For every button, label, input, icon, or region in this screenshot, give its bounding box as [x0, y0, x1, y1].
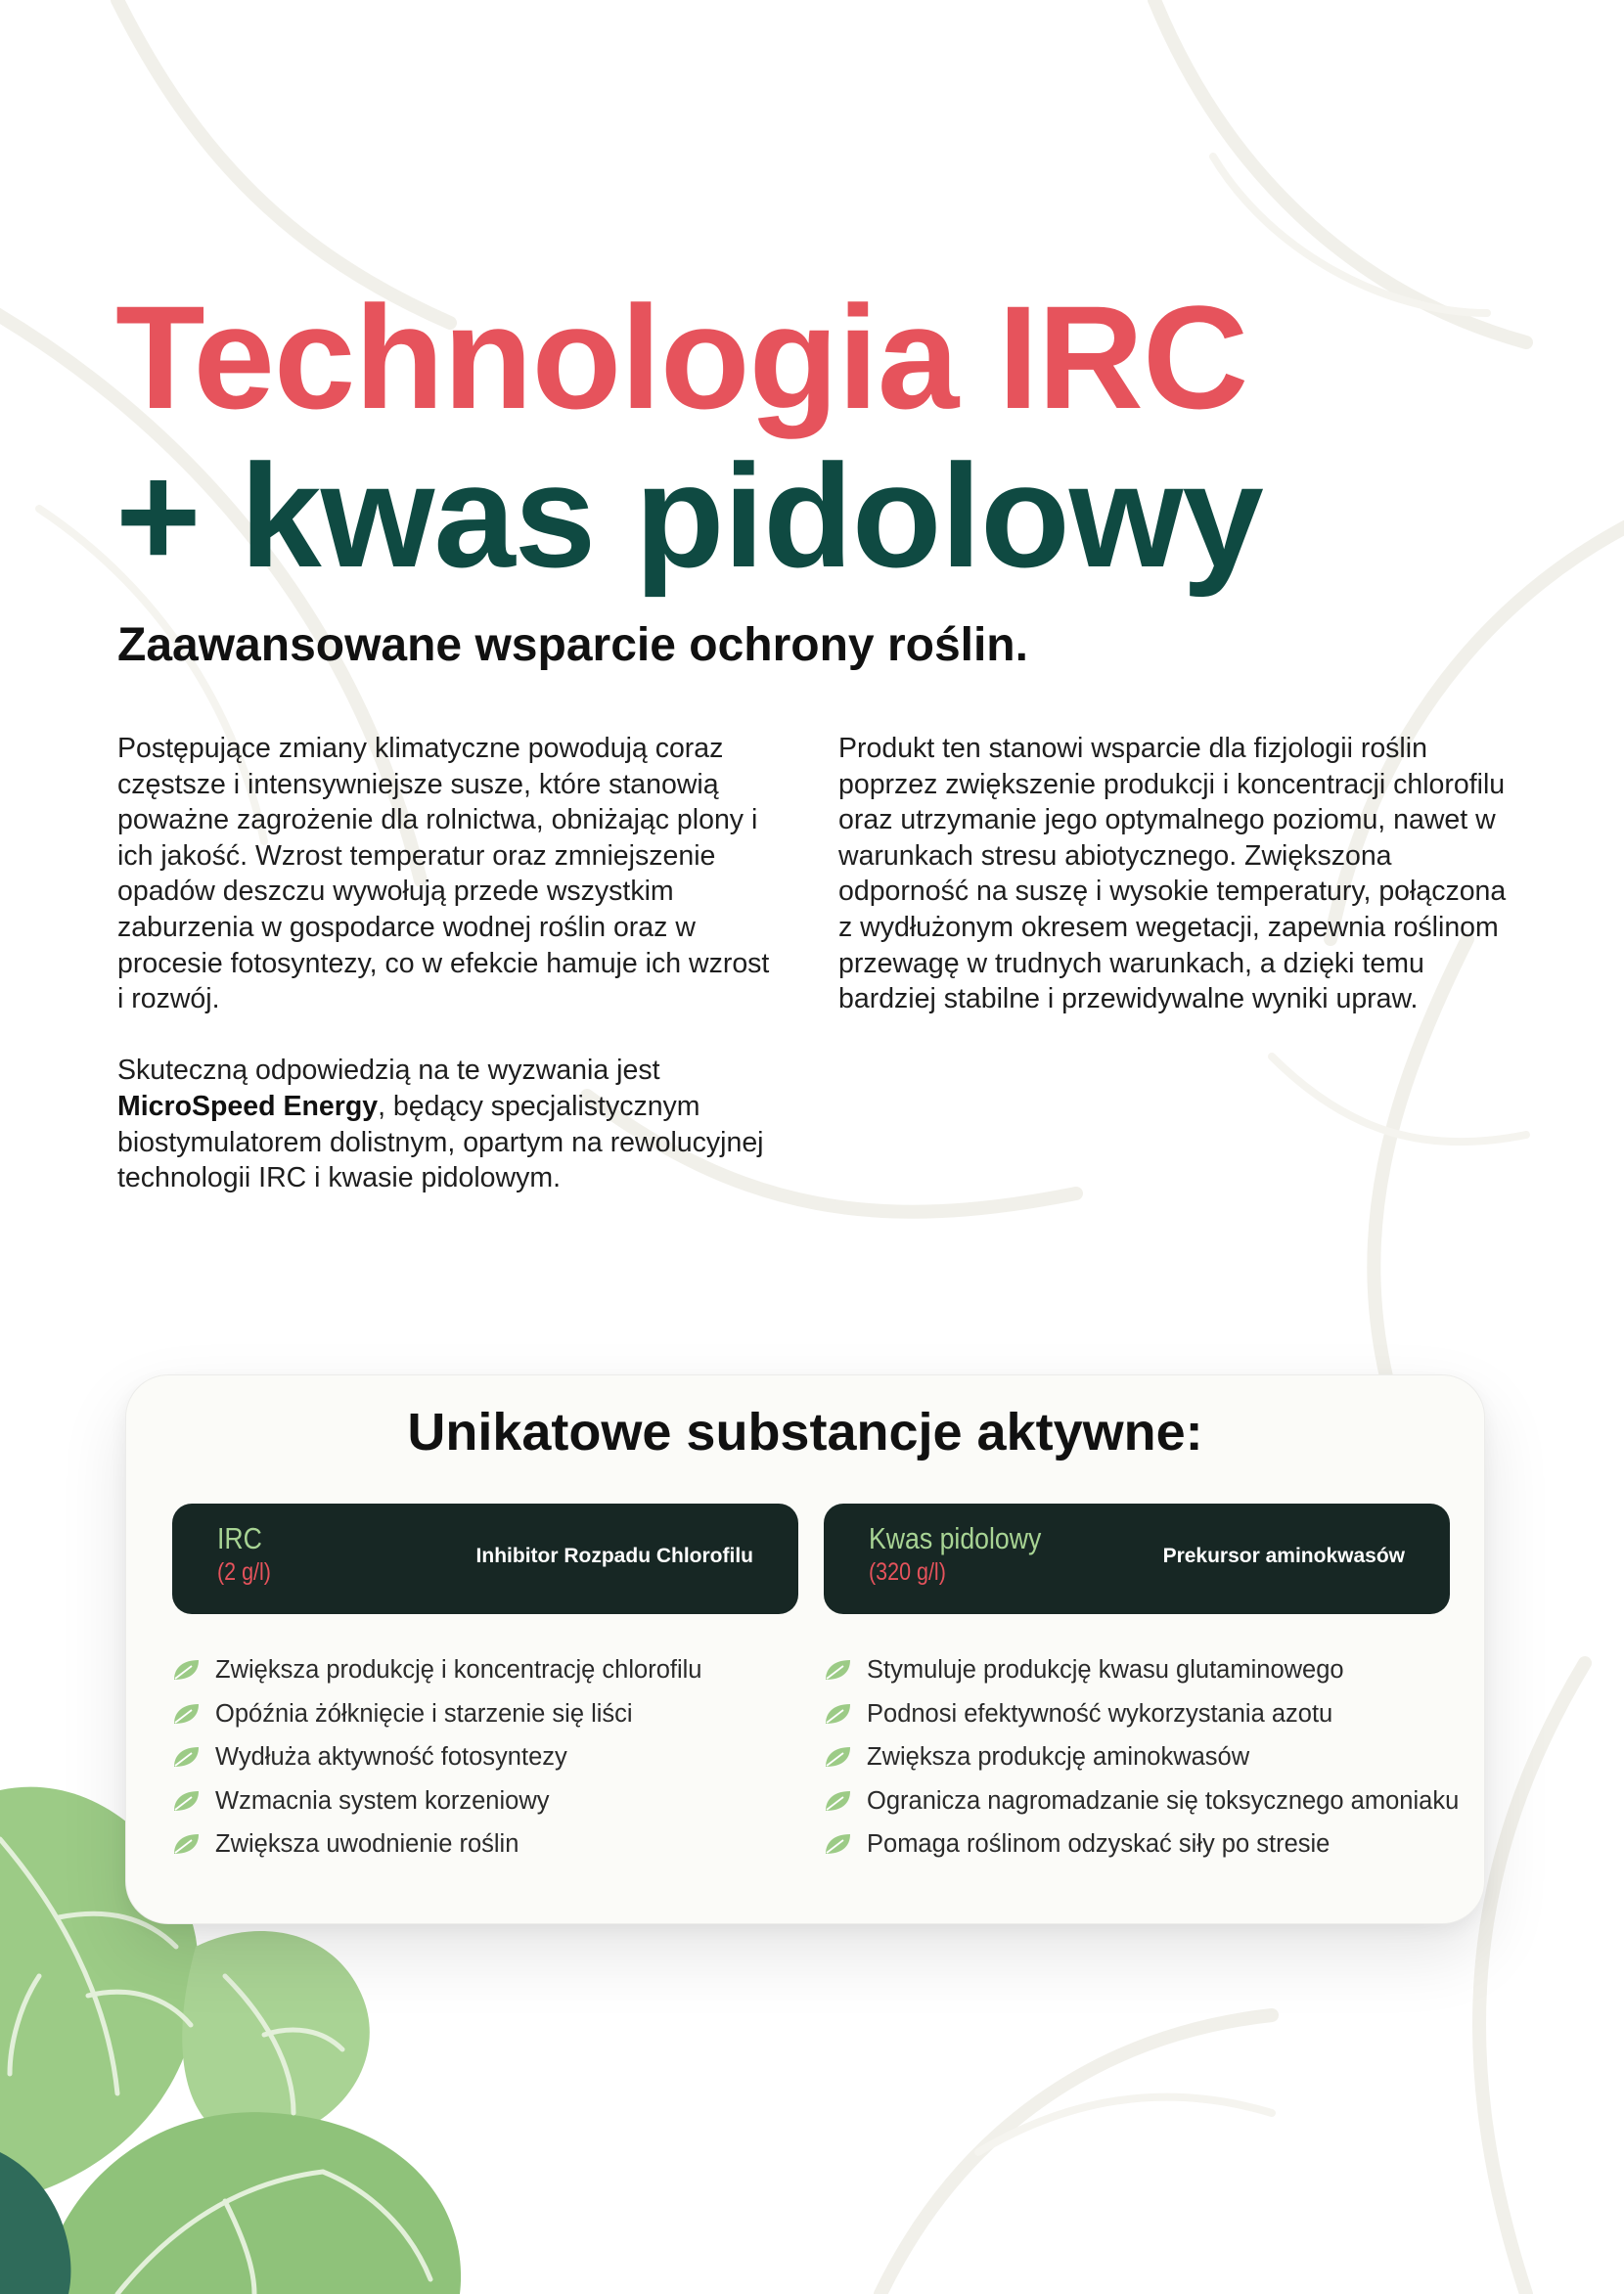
intro-column-right	[838, 731, 1523, 1053]
list-item	[824, 1648, 1459, 1692]
list-item	[172, 1822, 701, 1867]
intro-paragraph-2-tail: , będący specjalistycznym biostymulatorem dolistnym, opartym na rewolucyjnej technologii IRC i kwasie pidolowym.	[117, 1090, 764, 1194]
product-name: MicroSpeed Energy	[117, 1090, 379, 1122]
list-item	[824, 1692, 1459, 1736]
substance-description: Inhibitor Rozpadu Chlorofilu	[475, 1545, 753, 1567]
intro-paragraph-1: Postępujące zmiany klimatyczne powodują coraz częstsze i intensywniejsze susze, które stanowią poważne zagrożenie dla rolnictwa, obniżając plony i ich jakość. Wzrost temperatur oraz zmniejszenie opadów deszczu wywołują przede wszystkim zaburzenia w gospodarce wodnej roślin oraz w procesie fotosyntezy, co w efekcie hamuje ich wzrost i rozwój.	[117, 733, 770, 1015]
intro-paragraph-2-lead: Skuteczną odpowiedzią na te wyzwania jest	[117, 1055, 660, 1087]
substance-description: Prekursor aminokwasów	[1162, 1545, 1405, 1567]
page-title-line1: Technologia IRC	[115, 275, 1248, 439]
leaf-icon	[824, 1658, 851, 1682]
leaf-icon	[824, 1789, 851, 1813]
list-item	[824, 1822, 1459, 1867]
substance-name: Kwas pidolowy	[869, 1521, 1042, 1555]
benefits-list-irc	[172, 1648, 701, 1867]
benefit-text: Zwiększa produkcję i koncentrację chlorofilu	[215, 1656, 702, 1684]
benefit-text: Zwiększa produkcję aminokwasów	[867, 1743, 1250, 1772]
benefit-text: Wydłuża aktywność fotosyntezy	[215, 1743, 567, 1772]
card-title: Unikatowe substancje aktywne:	[407, 1403, 1203, 1462]
list-item	[172, 1648, 701, 1692]
page-title-line2: + kwas pidolowy	[115, 433, 1263, 598]
leaf-icon	[824, 1745, 851, 1769]
benefit-text: Podnosi efektywność wykorzystania azotu	[867, 1699, 1333, 1728]
page-subtitle: Zaawansowane wsparcie ochrony roślin.	[117, 619, 1028, 671]
benefit-text: Pomaga roślinom odzyskać siły po stresie	[867, 1830, 1331, 1859]
active-substances-card	[125, 1374, 1485, 1924]
benefits-list-pidolic-acid	[824, 1648, 1459, 1867]
intro-paragraph-3: Produkt ten stanowi wsparcie dla fizjologii roślin poprzez zwiększenie produkcji i koncentracji chlorofilu oraz utrzymanie jego optymalnego poziomu, nawet w warunkach stresu abiotycznego. Zwiększona odporność na suszę i wysokie temperatury, połączona z wydłużonym okresem wegetacji, zapewnia roślinom przewagę w trudnych warunkach, a dzięki temu bardziej stabilne i przewidywalne wyniki upraw.	[838, 733, 1507, 1015]
leaf-icon	[824, 1832, 851, 1856]
list-item	[824, 1735, 1459, 1779]
benefit-text: Ogranicza nagromadzanie się toksycznego amoniaku	[867, 1786, 1460, 1815]
substance-header-pidolic-acid	[824, 1504, 1450, 1614]
leaf-icon	[172, 1745, 200, 1769]
list-item	[172, 1692, 701, 1736]
leaf-icon	[172, 1832, 200, 1856]
benefit-text: Opóźnia żółknięcie i starzenie się liści	[215, 1699, 633, 1728]
leaf-icon	[172, 1658, 200, 1682]
substance-header-irc	[172, 1504, 798, 1614]
benefit-text: Wzmacnia system korzeniowy	[215, 1786, 550, 1815]
substance-dose: (320 g/l)	[869, 1558, 946, 1586]
leaf-icon	[824, 1702, 851, 1726]
list-item	[172, 1735, 701, 1779]
intro-paragraph-2	[117, 1053, 783, 1195]
benefit-text: Zwiększa uwodnienie roślin	[215, 1830, 519, 1859]
list-item	[824, 1779, 1459, 1823]
leaf-icon	[172, 1789, 200, 1813]
substance-name: IRC	[217, 1521, 262, 1555]
list-item	[172, 1779, 701, 1823]
intro-column-left	[117, 731, 783, 1232]
substance-dose: (2 g/l)	[217, 1558, 271, 1586]
leaf-icon	[172, 1702, 200, 1726]
benefit-text: Stymuluje produkcję kwasu glutaminowego	[867, 1656, 1344, 1684]
